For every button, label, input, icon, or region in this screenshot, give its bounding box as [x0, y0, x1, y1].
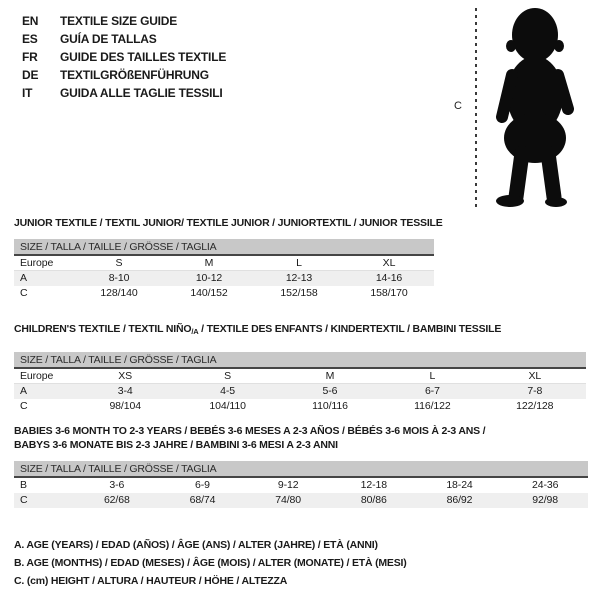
cell-value: 110/116 [312, 400, 348, 412]
cell-value: M [325, 370, 335, 382]
size-header-band: SIZE / TALLA / TAILLE / GRÖSSE / TAGLIA [14, 352, 586, 369]
language-row-it [22, 84, 226, 102]
size-header-band: SIZE / TALLA / TAILLE / GRÖSSE / TAGLIA [14, 461, 588, 478]
language-list [22, 12, 226, 102]
cell-value: 140/152 [190, 287, 228, 299]
title-subscript: /A [191, 327, 199, 336]
language-title: GUIDA ALLE TAGLIE TESSILI [60, 86, 223, 100]
language-code: IT [22, 86, 33, 100]
row-label: C [20, 400, 28, 412]
cell-value: XL [382, 257, 396, 269]
table-row [14, 478, 588, 493]
table-row [14, 399, 586, 414]
note-age-months: B. AGE (MONTHS) / EDAD (MESES) / ÂGE (MOIS) / ALTER (MONATE) / ETÀ (MESI) [14, 557, 407, 569]
cell-value: 80/86 [360, 494, 387, 506]
language-code: FR [22, 50, 38, 64]
cell-value: 152/158 [280, 287, 318, 299]
language-code: ES [22, 32, 38, 46]
cell-value: 158/170 [370, 287, 408, 299]
cell-value: 92/98 [532, 494, 559, 506]
table-row [14, 493, 588, 508]
language-title: TEXTILGRÖßENFÜHRUNG [60, 68, 209, 82]
cell-value: 18-24 [446, 479, 473, 491]
row-label: Europe [20, 257, 54, 269]
baby-figure-area [450, 0, 600, 232]
cell-value: 86/92 [446, 494, 473, 506]
cell-value: 8-10 [108, 272, 130, 284]
table-row [14, 384, 586, 399]
babies-size-table [14, 424, 588, 508]
note-age-years: A. AGE (YEARS) / EDAD (AÑOS) / ÂGE (ANS) / ALTER (JAHRE) / ETÀ (ANNI) [14, 539, 378, 551]
row-label: A [20, 385, 27, 397]
cell-value: 6-7 [424, 385, 440, 397]
cell-value: XS [118, 370, 133, 382]
cell-value: 4-5 [220, 385, 236, 397]
language-title: TEXTILE SIZE GUIDE [60, 14, 178, 28]
cell-value: 104/110 [209, 400, 246, 412]
size-header-band: SIZE / TALLA / TAILLE / GRÖSSE / TAGLIA [14, 239, 434, 256]
cell-value: 7-8 [527, 385, 543, 397]
cell-value: 5-6 [322, 385, 338, 397]
row-label: C [20, 494, 28, 506]
cell-value: L [296, 257, 302, 269]
note-height-cm: C. (cm) HEIGHT / ALTURA / HAUTEUR / HÖHE / ALTEZZA [14, 575, 288, 587]
legend-notes [14, 536, 407, 590]
children-table-title [14, 322, 586, 339]
title-text: CHILDREN'S TEXTILE / TEXTIL NIÑO [14, 323, 192, 335]
children-size-table [14, 322, 586, 414]
table-row [14, 256, 434, 271]
cell-value: S [115, 257, 123, 269]
row-label: Europe [20, 370, 54, 382]
cell-value: 116/122 [414, 400, 451, 412]
cell-value: 68/74 [189, 494, 216, 506]
height-measure-dashed-line [475, 8, 477, 210]
cell-value: 3-6 [109, 479, 125, 491]
title-line: BABYS 3-6 MONATE BIS 2-3 JAHRE / BAMBINI 3-6 MESI A 2-3 ANNI [14, 439, 338, 451]
cell-value: 128/140 [100, 287, 138, 299]
cell-value: 122/128 [516, 400, 554, 412]
cell-value: 12-13 [285, 272, 313, 284]
title-line: BABIES 3-6 MONTH TO 2-3 YEARS / BEBÉS 3-6 MESES A 2-3 AÑOS / BÉBÉS 3-6 MOIS À 2-3 ANS / [14, 425, 486, 437]
cell-value: 9-12 [277, 479, 299, 491]
language-title: GUIDE DES TAILLES TEXTILE [60, 50, 227, 64]
language-code: EN [22, 14, 39, 28]
cell-value: XL [528, 370, 542, 382]
junior-table-title: JUNIOR TEXTILE / TEXTIL JUNIOR/ TEXTILE JUNIOR / JUNIORTEXTIL / JUNIOR TESSILE [14, 217, 443, 229]
row-label: A [20, 272, 27, 284]
junior-size-table [14, 216, 443, 301]
title-text: / TEXTILE DES ENFANTS / KINDERTEXTIL / BAMBINI TESSILE [198, 323, 502, 335]
language-code: DE [22, 68, 39, 82]
cell-value: 14-16 [375, 272, 403, 284]
row-label: C [20, 287, 28, 299]
cell-value: 62/68 [103, 494, 130, 506]
cell-value: 6-9 [195, 479, 210, 491]
language-row-en [22, 12, 226, 30]
cell-value: 12-18 [360, 479, 387, 491]
cell-value: 10-12 [195, 272, 223, 284]
cell-value: S [224, 370, 232, 382]
table-row [14, 271, 434, 286]
language-title: GUÍA DE TALLAS [60, 32, 157, 46]
language-row-es [22, 30, 226, 48]
baby-silhouette-icon [483, 5, 588, 210]
cell-value: 74/80 [275, 494, 302, 506]
babies-table-title [14, 424, 588, 452]
cell-value: 98/104 [109, 400, 141, 412]
cell-value: L [429, 370, 436, 382]
cell-value: 3-4 [117, 385, 133, 397]
language-row-fr [22, 48, 226, 66]
table-row [14, 286, 434, 301]
cell-value: M [204, 257, 214, 269]
cell-value: 24-36 [531, 479, 559, 491]
table-row [14, 369, 586, 384]
height-measure-label: C [454, 100, 462, 112]
row-label: B [20, 479, 27, 491]
language-row-de [22, 66, 226, 84]
